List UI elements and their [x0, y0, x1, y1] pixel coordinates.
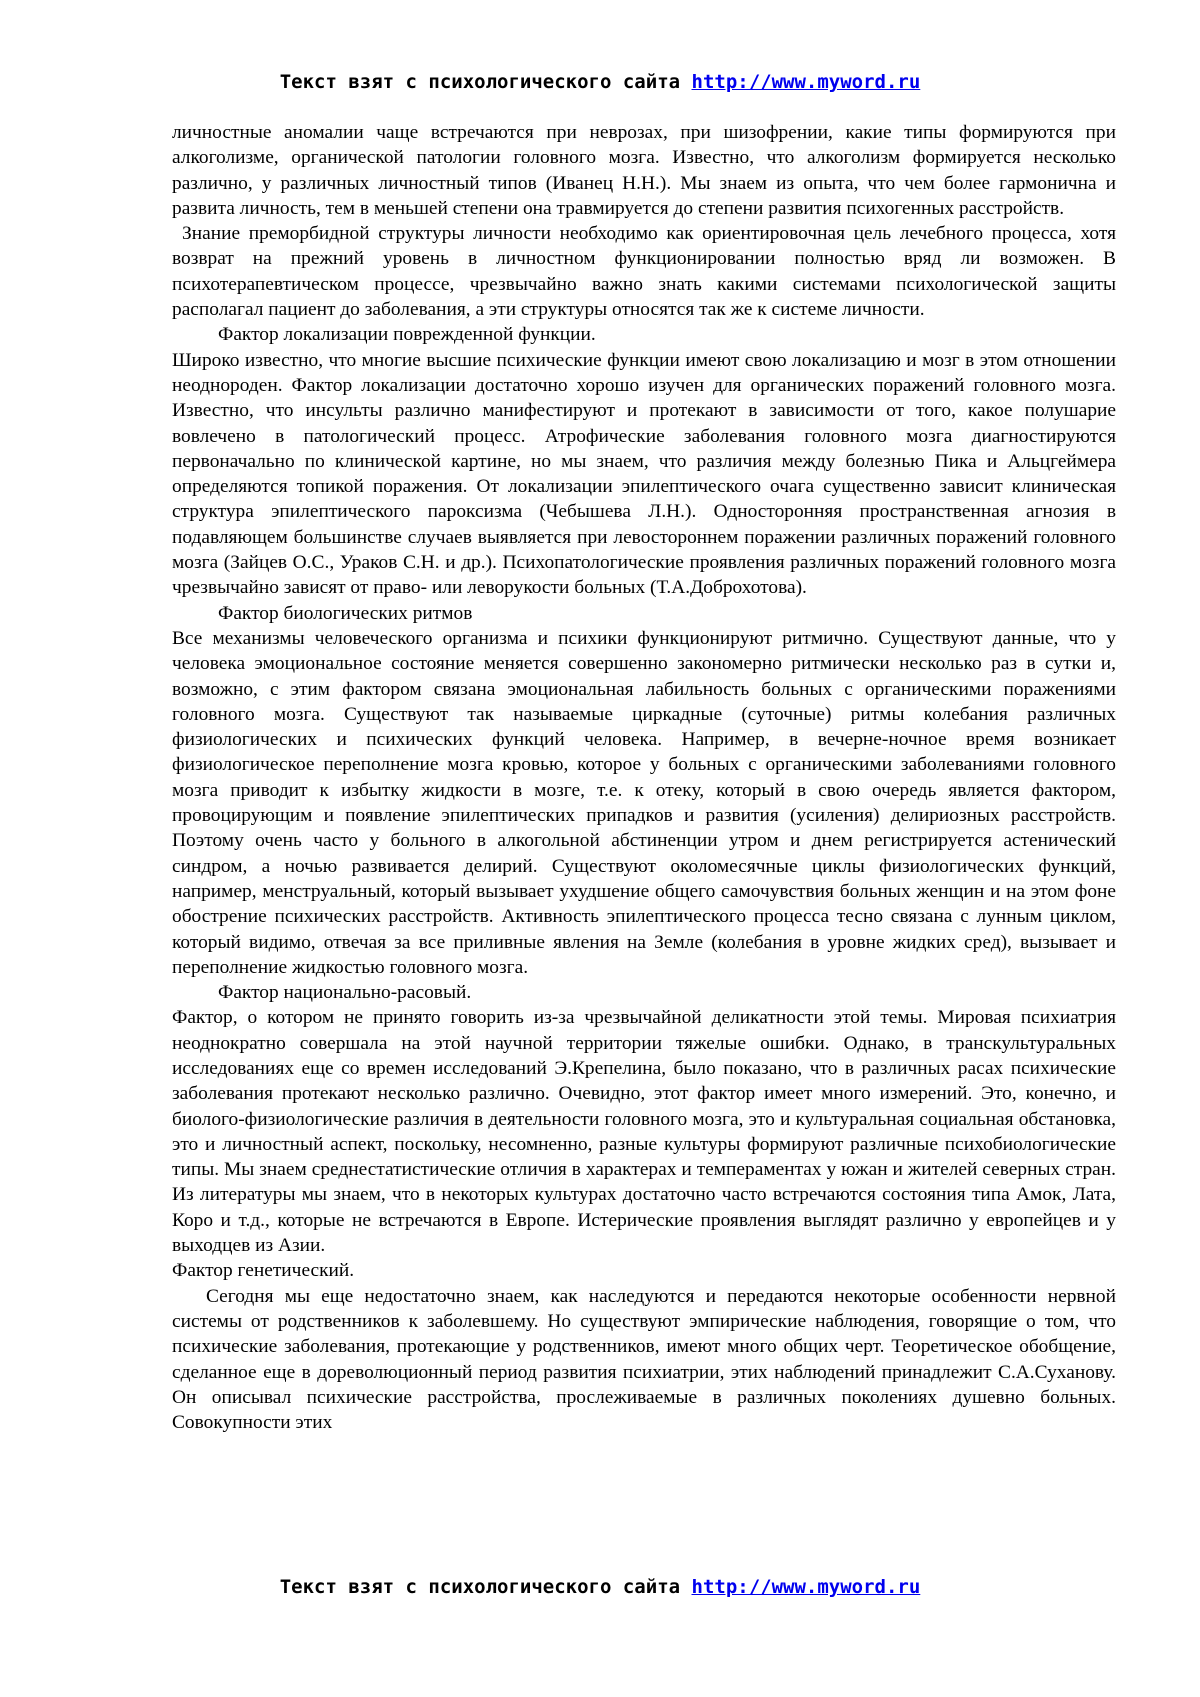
footer-site-link[interactable]: http://www.myword.ru [691, 1576, 921, 1598]
paragraph-genetic: Сегодня мы еще недостаточно знаем, как наследуются и передаются некоторые особенности нервной системы от родственников к заболевшему. Но существуют эмпирические наблюдения, говорящие о том, что психические заболевания, протекающие у родственников, имеют много общих черт. Теоретическое обобщение, сделанное еще в дореволюционный период развития психиатрии, этих наблюдений принадлежит С.А.Суханову. Он описывал психические расстройства, прослеживаемые в различных поколениях душевно больных. Совокупности этих [172, 1285, 1116, 1434]
header-text: Текст взят с психологического сайта [279, 71, 692, 93]
footer-text: Текст взят с психологического сайта [279, 1576, 692, 1598]
paragraph-premorbid-structure: Знание преморбидной структуры личности необходимо как ориентировочная цель лечебного процесса, хотя возврат на прежний уровень в личностном функционировании полностью вряд ли возможен. В психотерапевтическом процессе, чрезвычайно важно знать какими системами психологической защиты располагал пациент до заболевания, а эти структуры относятся так же к системе личности. [172, 223, 1116, 321]
heading-localization-factor: Фактор локализации поврежденной функции. [218, 324, 596, 346]
paragraph-personality-anomalies: личностные аномалии чаще встречаются при неврозах, при шизофрении, какие типы формируются при алкоголизме, органической патологии головного мозга. Известно, что алкоголизм формируется несколько различно, у различных личностный типов (Иванец Н.Н.). Мы знаем из опыта, что чем более гармонична и развита личность, тем в меньшей степени она травмируется до степени развития психогенных расстройств. [172, 122, 1116, 219]
heading-biological-rhythms: Фактор биологических ритмов [218, 602, 473, 624]
heading-national-racial-factor: Фактор национально-расовый. [218, 982, 472, 1004]
page-footer [0, 1575, 1200, 1599]
heading-genetic-factor: Фактор генетический. [172, 1260, 355, 1282]
document-body [172, 120, 1116, 1568]
paragraph-localization: Широко известно, что многие высшие психические функции имеют свою локализацию и мозг в этом отношении неоднороден. Фактор локализации достаточно хорошо изучен для органических поражений головного мозга. Известно, что инсульты различно манифестируют и протекают в зависимости от того, какое полушарие вовлечено в патологический процесс. Атрофические заболевания головного мозга диагностируются первоначально по клинической картине, но мы знаем, что различия между болезнью Пика и Альцгеймера определяются топикой поражения. От локализации эпилептического очага существенно зависит клиническая структура эпилептического пароксизма (Чебышева Л.Н.). Односторонняя пространственная агнозия в подавляющем большинстве случаев выявляется при левостороннем поражении различных поражений головного мозга (Зайцев О.С., Ураков С.Н. и др.). Психопатологические проявления различных поражений головного мозга чрезвычайно зависят от право- или леворукости больных (Т.А.Доброхотова). [172, 349, 1116, 599]
page-header [0, 70, 1200, 94]
header-site-link[interactable]: http://www.myword.ru [691, 71, 921, 93]
paragraph-national-racial: Фактор, о котором не принято говорить из-за чрезвычайной деликатности этой темы. Мировая психиатрия неоднократно совершала на этой научной территории тяжелые ошибки. Однако, в транскультуральных исследованиях еще со времен исследований Э.Крепелина, было показано, что в различных расах психические заболевания протекают несколько различно. Очевидно, этот фактор имеет много измерений. Это, конечно, и биолого-физиологические различия в деятельности головного мозга, это и культуральная социальная обстановка, это и личностный аспект, поскольку, несомненно, разные культуры формируют различные психобиологические типы. Мы знаем среднестатистические отличия в характерах и темпераментах у южан и жителей северных стран. Из литературы мы знаем, что в некоторых культурах достаточно часто встречаются состояния типа Амок, Лата, Коро и т.д., которые не встречаются в Европе. Истерические проявления выглядят различно у европейцев и у выходцев из Азии. [172, 1007, 1116, 1257]
paragraph-biological-rhythms: Все механизмы человеческого организма и психики функционируют ритмично. Существуют данные, что у человека эмоциональное состояние меняется совершенно закономерно ритмически несколько раз в сутки и, возможно, с этим фактором связана эмоциональная лабильность больных с органическими поражениями головного мозга. Существуют так называемые циркадные (суточные) ритмы колебания различных физиологических и психических функций человека. Например, в вечерне-ночное время возникает физиологическое переполнение мозга кровью, которое у больных с органическими заболеваниями головного мозга приводит к избытку жидкости в мозге, т.е. к отеку, который в свою очередь является фактором, провоцирующим и появление эпилептических припадков и развития (усиления) делириозных расстройств. Поэтому очень часто у больного в алкогольной абстиненции утром и днем регистрируется астенический синдром, а ночью развивается делирий. Существуют околомесячные циклы физиологических функций, например, менструальный, который вызывает ухудшение общего самочувствия больных женщин и на этом фоне обострение психических расстройств. Активность эпилептического процесса тесно связана с лунным циклом, который видимо, отвечая за все приливные явления на Земле (колебания в уровне жидких сред), вызывает и переполнение жидкостью головного мозга. [172, 627, 1116, 978]
